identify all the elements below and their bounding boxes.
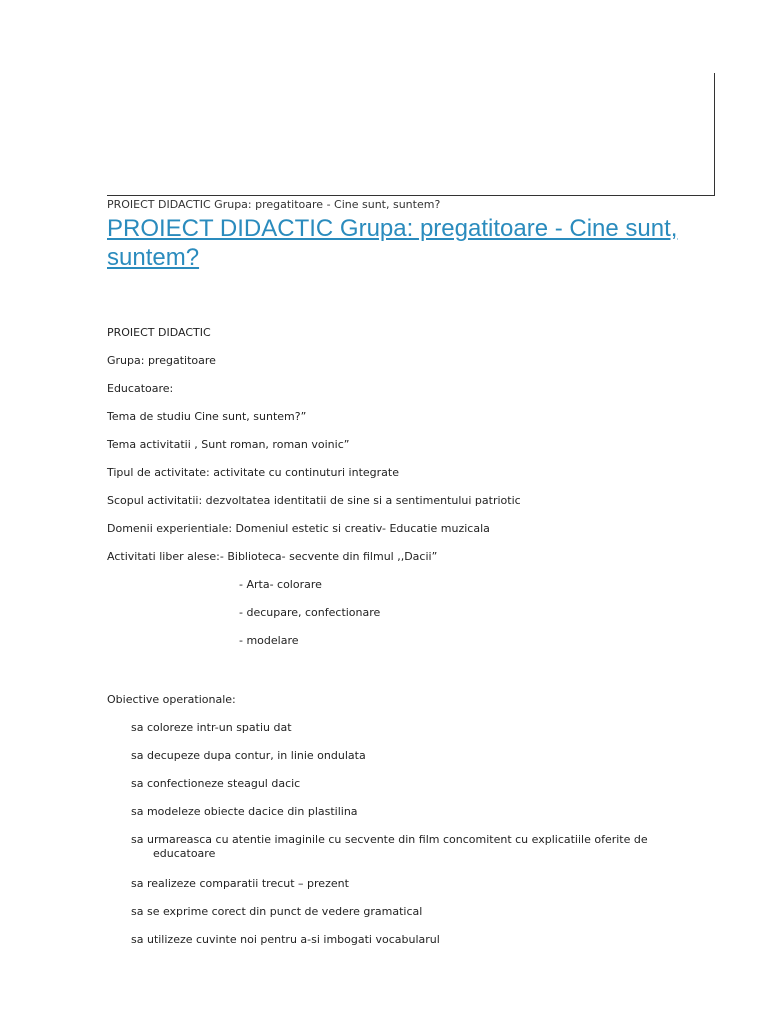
body-line: PROIECT DIDACTIC [107,326,211,339]
body-line: Activitati liber alese:- Biblioteca- secvente din filmul ,,Dacii” [107,550,438,563]
objectives-heading: Obiective operationale: [107,693,236,706]
objective-item: sa coloreze intr-un spatiu dat [131,721,292,734]
document-small-title: PROIECT DIDACTIC Grupa: pregatitoare - Cine sunt, suntem? [107,198,441,211]
objective-item: sa modeleze obiecte dacice din plastilina [131,805,358,818]
objective-item: sa decupeze dupa contur, in linie ondulata [131,749,366,762]
objective-item: sa realizeze comparatii trecut – prezent [131,877,349,890]
sub-activity-line: - Arta- colorare [239,578,322,591]
sub-activity-line: - decupare, confectionare [239,606,381,619]
body-line: Grupa: pregatitoare [107,354,216,367]
body-line: Tipul de activitate: activitate cu continuturi integrate [107,466,399,479]
objective-item: sa se exprime corect din punct de vedere gramatical [131,905,423,918]
objective-item: sa confectioneze steagul dacic [131,777,301,790]
frame-border-vertical [714,73,715,195]
sub-activity-line: - modelare [239,634,299,647]
body-line: Educatoare: [107,382,174,395]
body-line: Domenii experientiale: Domeniul estetic si creativ- Educatie muzicala [107,522,490,535]
objective-item-text: sa urmareasca cu atentie imaginile cu secvente din film concomitent cu explicatiile oferite de educatoare [131,833,648,860]
frame-border-horizontal [107,195,715,196]
objective-item [131,833,673,861]
body-line: Tema activitatii , Sunt roman, roman voinic” [107,438,350,451]
body-line: Tema de studiu Cine sunt, suntem?” [107,410,307,423]
document-title-link[interactable]: PROIECT DIDACTIC Grupa: pregatitoare - Cine sunt, suntem? [107,215,678,271]
body-line: Scopul activitatii: dezvoltatea identitatii de sine si a sentimentului patriotic [107,494,521,507]
objective-item: sa utilizeze cuvinte noi pentru a-si imbogati vocabularul [131,933,440,946]
